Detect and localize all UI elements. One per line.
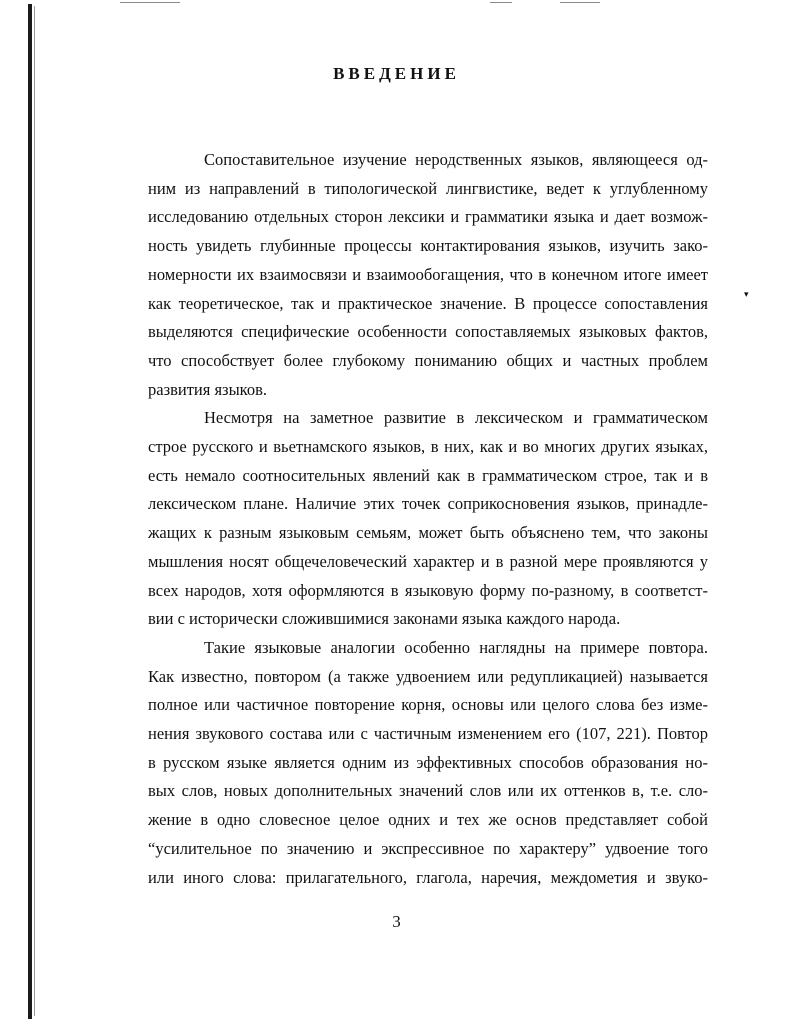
scan-left-border bbox=[28, 4, 32, 1019]
text-line: Как известно, повтором (а также удвоением или редупликацией) называется bbox=[148, 666, 708, 686]
text-line: ним из направлений в типологической лингвистике, ведет к углубленному bbox=[148, 178, 708, 198]
text-line: Сопоставительное изучение неродственных языков, являющееся од- bbox=[204, 150, 708, 169]
text-line: вии с исторически сложившимися законами языка каждого народа. bbox=[148, 609, 621, 629]
text-line: вых слов, новых дополнительных значений слов или их оттенков в, т.е. сло- bbox=[148, 781, 708, 801]
text-line: выделяются специфические особенности сопоставляемых языковых фактов, bbox=[148, 322, 708, 342]
scan-top-mark bbox=[490, 2, 512, 3]
text-line: “усилительное по значению и экспрессивное по характеру” удвоение того bbox=[148, 838, 708, 858]
scan-top-mark bbox=[120, 2, 180, 3]
text-line: нения звукового состава или с частичным изменением его (107, 221). Повтор bbox=[148, 724, 708, 744]
text-line: или иного слова: прилагательного, глагола, наречия, междометия и звуко- bbox=[148, 867, 708, 887]
text-line: номерности их взаимосвязи и взаимообогащения, что в конечном итоге имеет bbox=[148, 264, 708, 284]
body-text bbox=[148, 146, 708, 892]
paragraph bbox=[148, 146, 708, 404]
text-line: лексическом плане. Наличие этих точек соприкосновения языков, принадле- bbox=[148, 494, 708, 514]
text-line: ность увидеть глубинные процессы контактирования языков, изучить зако- bbox=[148, 236, 708, 256]
paragraph bbox=[148, 634, 708, 892]
text-line: есть немало соотносительных явлений как в грамматическом строе, так и в bbox=[148, 465, 708, 485]
text-line: развития языков. bbox=[148, 379, 268, 399]
text-line: как теоретическое, так и практическое значение. В процессе сопоставления bbox=[148, 293, 708, 313]
text-line: Несмотря на заметное развитие в лексическом и грамматическом bbox=[204, 408, 708, 428]
text-line: жение в одно словесное целое одних и тех же основ представляет собой bbox=[148, 810, 708, 830]
text-line: Такие языковые аналогии особенно наглядны на примере повтора. bbox=[204, 637, 708, 657]
page-title: ВВЕДЕНИЕ bbox=[333, 64, 460, 83]
scan-top-mark bbox=[560, 2, 600, 3]
text-line: в русском языке является одним из эффективных способов образования но- bbox=[148, 752, 708, 772]
page-number: 3 bbox=[392, 912, 401, 931]
paragraph bbox=[148, 404, 708, 634]
text-line: полное или частичное повторение корня, основы или целого слова без изме- bbox=[148, 695, 708, 715]
text-line: что способствует более глубокому пониманию общих и частных проблем bbox=[148, 350, 708, 370]
text-line: строе русского и вьетнамского языков, в них, как и во многих других языках, bbox=[148, 437, 708, 457]
scan-left-border-thin bbox=[34, 6, 35, 1016]
text-line: исследованию отдельных сторон лексики и грамматики языка и дает возмож- bbox=[148, 207, 708, 227]
margin-marker-icon: ▾ bbox=[744, 289, 749, 299]
text-line: всех народов, хотя оформляются в языковую форму по-разному, в соответст- bbox=[148, 580, 708, 600]
text-line: жащих к разным языковым семьям, может быть объяснено тем, что законы bbox=[148, 523, 708, 543]
text-line: мышления носят общечеловеческий характер и в разной мере проявляются у bbox=[148, 551, 708, 571]
